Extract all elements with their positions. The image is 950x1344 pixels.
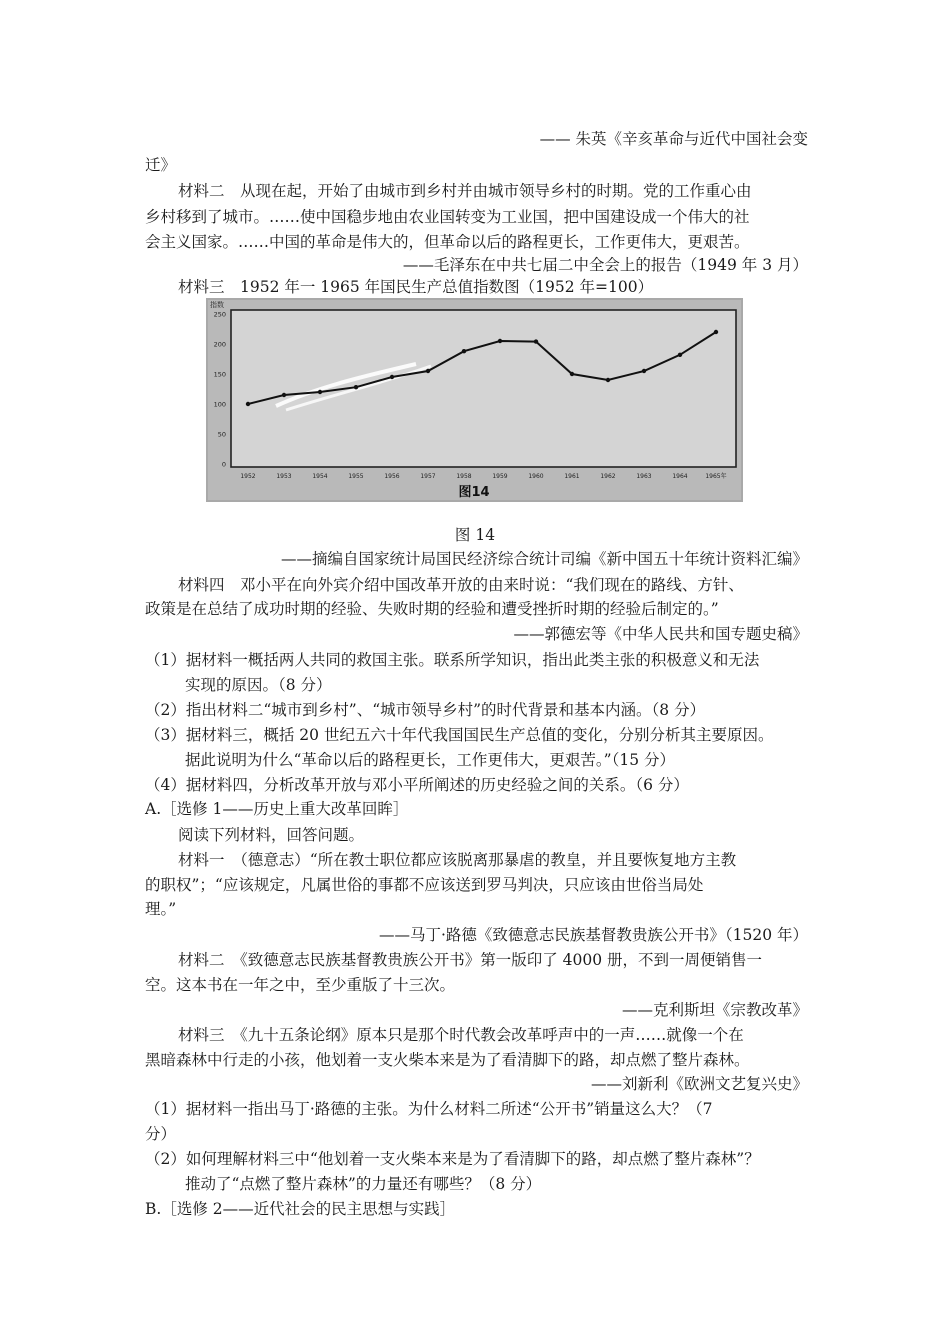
material-paragraph: 材料二 《致德意志民族基督教贵族公开书》第一版印了 4000 册，不到一周便销售一 [178, 951, 763, 969]
gnp-index-chart [206, 298, 743, 502]
text-line: 实现的原因。（8 分） [185, 676, 332, 694]
x-tick-label: 1952 [240, 473, 256, 480]
figure-caption: 图 14 [454, 526, 496, 544]
y-tick-label: 50 [217, 430, 226, 439]
question-item: （2）指出材料二“城市到乡村”、“城市领导乡村”的时代背景和基本内涵。（8 分） [145, 701, 706, 719]
y-tick-label: 0 [221, 460, 226, 469]
source-citation: —— 朱英《辛亥革命与近代中国社会变 [539, 130, 808, 148]
x-tick-label: 1957 [420, 473, 436, 480]
text-line: 政策是在总结了成功时期的经验、失败时期的经验和遭受挫折时期的经验后制定的。” [145, 600, 719, 618]
data-point [498, 339, 502, 343]
material-paragraph: 材料四 邓小平在向外宾介绍中国改革开放的由来时说：“我们现在的路线、方针、 [178, 576, 744, 594]
material-paragraph: 材料三 《九十五条论纲》原本只是那个时代教会改革呼声中的一声……就像一个在 [178, 1026, 744, 1044]
data-point [606, 378, 610, 382]
source-citation: ——毛泽东在中共七届二中全会上的报告（1949 年 3 月） [402, 256, 808, 274]
chart-title: 图14 [458, 485, 490, 500]
x-tick-label: 1963 [636, 473, 652, 480]
source-citation: ——刘新利《欧洲文艺复兴史》 [590, 1075, 808, 1093]
x-tick-label: 1959 [492, 473, 508, 480]
data-point [354, 385, 358, 389]
section-heading: A.［选修 1——历史上重大改革回眸］ [145, 800, 409, 818]
x-tick-label: 1962 [600, 473, 616, 480]
data-point [570, 372, 574, 376]
y-tick-label: 250 [213, 310, 226, 319]
text-line: 空。这本书在一年之中，至少重版了十三次。 [145, 976, 456, 994]
data-point [282, 393, 286, 397]
y-tick-label: 100 [213, 400, 226, 409]
x-tick-label: 1956 [384, 473, 400, 480]
source-citation: ——马丁·路德《致德意志民族基督教贵族公开书》（1520 年） [378, 926, 808, 944]
text-line: 的职权”；“应该规定，凡属世俗的事都不应该送到罗马判决，只应该由世俗当局处 [145, 876, 704, 894]
source-citation: ——克利斯坦《宗教改革》 [621, 1001, 808, 1019]
question-item: （4）据材料四，分析改革开放与邓小平所阐述的历史经验之间的关系。（6 分） [145, 776, 689, 794]
data-point [318, 390, 322, 394]
section-heading: B.［选修 2——近代社会的民主思想与实践］ [145, 1200, 456, 1218]
chart-plot-area [231, 310, 736, 467]
x-tick-label: 1953 [276, 473, 292, 480]
question-item: （2）如何理解材料三中“他划着一支火柴本来是为了看清脚下的路，却点燃了整片森林”？ [145, 1150, 760, 1168]
material-paragraph: 材料一 （德意志）“所在教士职位都应该脱离那暴虐的教皇，并且要恢复地方主教 [178, 851, 737, 869]
text-line: 分） [145, 1125, 177, 1143]
x-tick-label: 1955 [348, 473, 364, 480]
text-line: 理。” [145, 900, 177, 918]
x-tick-label: 1961 [564, 473, 580, 480]
question-item: （1）据材料一概括两人共同的救国主张。联系所学知识，指出此类主张的积极意义和无法 [145, 651, 760, 669]
x-tick-label: 1964 [672, 473, 688, 480]
question-item: （1）据材料一指出马丁·路德的主张。为什么材料二所述“公开书”销量这么大？（7 [145, 1100, 713, 1118]
x-tick-label: 1960 [528, 473, 544, 480]
text-line: 会主义国家。……中国的革命是伟大的，但革命以后的路程更长，工作更伟大，更艰苦。 [145, 233, 750, 251]
text-line: 据此说明为什么“革命以后的路程更长，工作更伟大，更艰苦。”（15 分） [185, 751, 676, 769]
x-tick-label: 1965年 [705, 473, 727, 480]
question-item: （3）据材料三，概括 20 世纪五六十年代我国国民生产总值的变化，分别分析其主要原因。 [145, 726, 774, 744]
instruction-text: 阅读下列材料，回答问题。 [178, 826, 365, 844]
data-point [642, 369, 646, 373]
y-tick-label: 150 [213, 370, 226, 379]
data-point [426, 369, 430, 373]
text-line: 乡村移到了城市。……使中国稳步地由农业国转变为工业国，把中国建设成一个伟大的社 [145, 208, 750, 226]
y-axis-label: 指数 [210, 301, 224, 309]
data-point [678, 353, 682, 357]
material-paragraph: 材料二 从现在起，开始了由城市到乡村并由城市领导乡村的时期。党的工作重心由 [178, 182, 752, 200]
x-tick-label: 1958 [456, 473, 472, 480]
data-point [534, 339, 538, 343]
source-citation: ——摘编自国家统计局国民经济综合统计司编《新中国五十年统计资料汇编》 [280, 550, 808, 568]
text-line: 推动了“点燃了整片森林”的力量还有哪些？（8 分） [185, 1175, 542, 1193]
source-citation: ——郭德宏等《中华人民共和国专题史稿》 [513, 625, 808, 643]
material-heading: 材料三 1952 年一 1965 年国民生产总值指数图（1952 年=100） [178, 278, 654, 296]
y-tick-label: 200 [213, 340, 226, 349]
data-point [246, 402, 250, 406]
text-line: 黑暗森林中行走的小孩，他划着一支火柴本来是为了看清脚下的路，却点燃了整片森林。 [145, 1051, 750, 1069]
data-point [390, 375, 394, 379]
data-point [714, 330, 718, 334]
data-point [462, 349, 466, 353]
text-line: 迁》 [145, 156, 177, 174]
x-tick-label: 1954 [312, 473, 328, 480]
